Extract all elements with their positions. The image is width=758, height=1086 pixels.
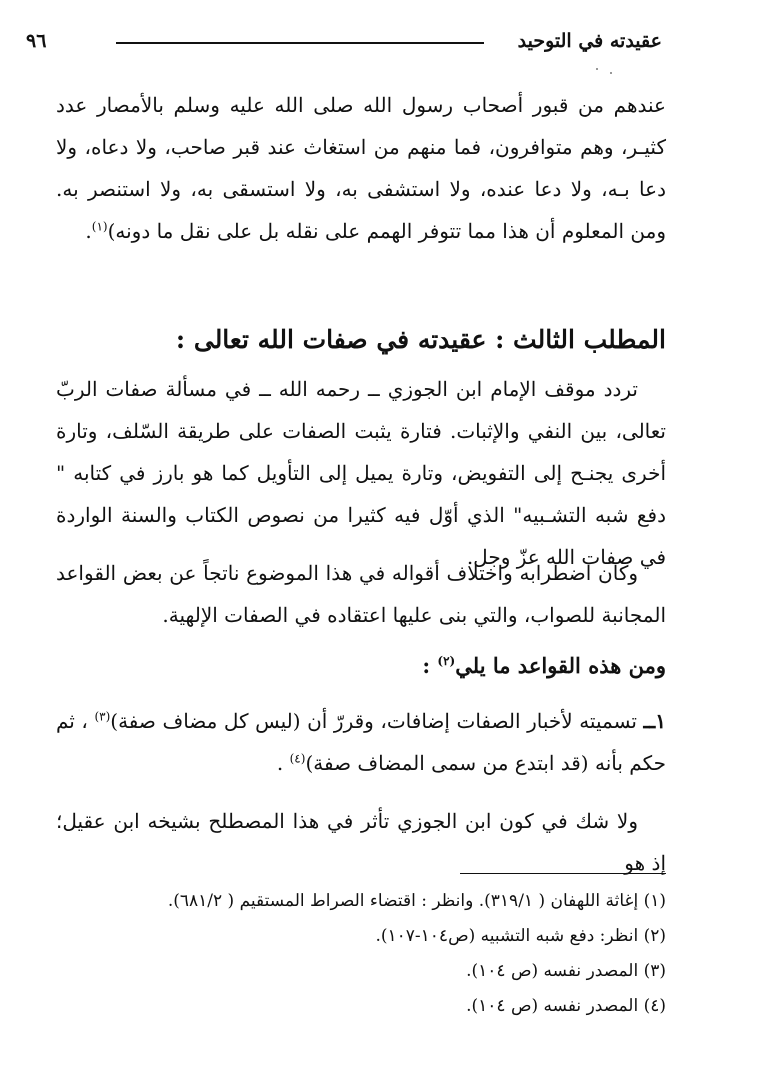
rule-text: تسميته لأخبار الصفات إضافات، وقررّ أن (ليس كل مضاف صفة) — [110, 709, 644, 733]
footnote-separator — [460, 873, 666, 874]
rule-number: ١ــ — [643, 709, 667, 733]
footnotes — [56, 884, 666, 1024]
footnote-3: (٣) المصدر نفسه (ص ١٠٤). — [466, 961, 666, 981]
footnote-ref: (٤) — [289, 751, 306, 766]
rules-subheading — [422, 645, 666, 687]
print-speck — [610, 72, 612, 74]
footnote-2: (٢) انظر: دفع شبه التشبيه (ص١٠٤-١٠٧). — [375, 926, 666, 946]
header-rule — [116, 42, 484, 44]
paragraph-ibn-aqil: ولا شك في كون ابن الجوزي تأثر في هذا المصطلح بشيخه ابن عقيل؛ إذ هو — [56, 809, 666, 875]
subheading-end: : — [422, 653, 438, 678]
header-title: عقيدته في التوحيد — [517, 30, 662, 52]
paragraph-text: عندهم من قبور أصحاب رسول الله صلى الله عليه وسلم بالأمصار عدد كثيـر، وهم متوافرون، فما منهم من استغاث عند قبر صاحب، ولا دعاه، ولا دعا بـه، ولا دعا عنده، ولا استشفى به، ولا استسقى به، ولا استنصر به. ومن المعلوم أن هذا مما تتوفر الهمم على نقله بل على نقل ما دونه) — [56, 93, 666, 243]
section-heading: المطلب الثالث : عقيدته في صفات الله تعالى : — [175, 325, 666, 354]
page-number: ٩٦ — [26, 30, 47, 52]
print-speck — [596, 68, 598, 70]
footnote-ref: (١) — [91, 219, 108, 234]
footnote-ref: (٢) — [437, 654, 456, 668]
subheading-text: ومن هذه القواعد ما يلي — [455, 653, 666, 678]
paragraph-quote-end — [56, 84, 666, 252]
paragraph-inconsistency: وكان اضطرابه واختلاف أقواله في هذا الموضوع ناتجاً عن بعض القواعد المجانبة للصواب، والتي بنى عليها اعتقاده في الصفات الإلهية. — [56, 561, 666, 627]
footnote-ref: (٣) — [94, 709, 111, 724]
paragraph-ibn-jawzi-position: تردد موقف الإمام ابن الجوزي ــ رحمه الله ــ في مسألة صفات الربّ تعالى، بين النفي والإثبات. فتارة يثبت الصفات على طريقة السّلف، وتارة أخرى يجنـح إلى التفويض، وتارة يميل إلى التأويل كما هو بارز في كتابه " دفع شبه التشـبيه" الذي أوّل فيه كثيرا من نصوص الكتاب والسنة الواردة في صفات الله عزّ وجل. — [56, 377, 666, 569]
rule-text-end: . — [276, 751, 290, 775]
footnote-4: (٤) المصدر نفسه (ص ١٠٤). — [466, 996, 666, 1016]
rule-text-cont: ، ثم حكم بأنه (قد ابتدع من سمى المضاف صفة) — [56, 709, 666, 775]
paragraph-end: . — [85, 219, 92, 243]
footnote-1: (١) إغاثة اللهفان ( ٣١٩/١). وانظر : اقتضاء الصراط المستقيم ( ٦٨١/٢). — [167, 891, 666, 911]
running-header — [26, 28, 662, 58]
rule-item-1 — [56, 700, 666, 784]
